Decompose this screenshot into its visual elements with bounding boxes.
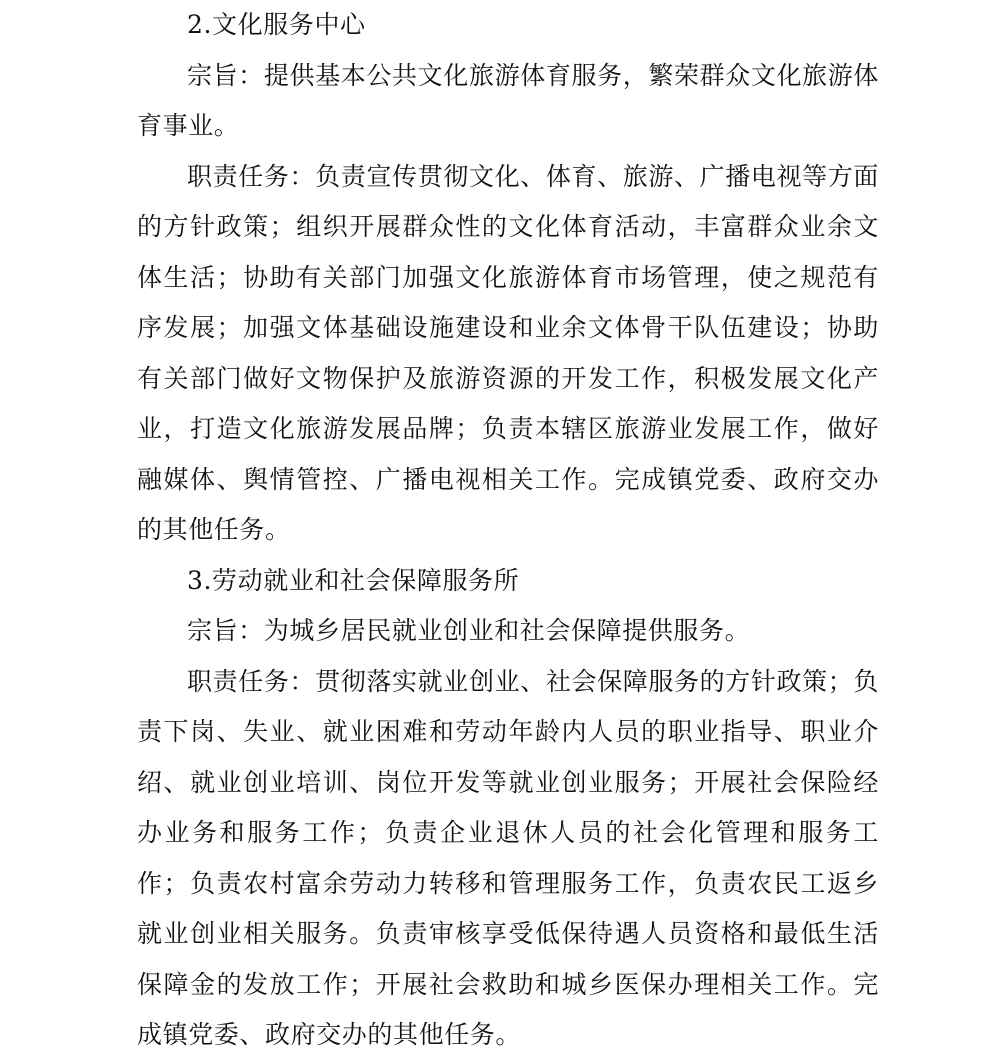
section-heading-labor-social-security: 3.劳动就业和社会保障服务所 [187, 565, 520, 595]
labor-social-security-duties: 职责任务：贯彻落实就业创业、社会保障服务的方针政策；负责下岗、失业、就业困难和劳动年龄内人员的职业指导、职业介绍、就业创业培训、岗位开发等就业创业服务；开展社会保险经办业务和服务工作；负责企业退休人员的社会化管理和服务工作；负责农村富余劳动力转移和管理服务工作，负责农民工返乡就业创业相关服务。负责审核享受低保待遇人员资格和最低生活保障金的发放工作；开展社会救助和城乡医保办理相关工作。完成镇党委、政府交办的其他任务。 [137, 666, 879, 1049]
document-page [137, 0, 879, 1061]
labor-social-security-purpose: 宗旨：为城乡居民就业创业和社会保障提供服务。 [187, 616, 751, 645]
culture-center-purpose: 宗旨：提供基本公共文化旅游体育服务，繁荣群众文化旅游体育事业。 [137, 60, 879, 140]
section-heading-culture-center: 2.文化服务中心 [187, 10, 366, 39]
culture-center-duties: 职责任务：负责宣传贯彻文化、体育、旅游、广播电视等方面的方针政策；组织开展群众性的文化体育活动，丰富群众业余文体生活；协助有关部门加强文化旅游体育市场管理，使之规范有序发展；加强文体基础设施建设和业余文体骨干队伍建设；协助有关部门做好文物保护及旅游资源的开发工作，积极发展文化产业，打造文化旅游发展品牌；负责本辖区旅游业发展工作，做好融媒体、舆情管控、广播电视相关工作。完成镇党委、政府交办的其他任务。 [137, 161, 879, 544]
